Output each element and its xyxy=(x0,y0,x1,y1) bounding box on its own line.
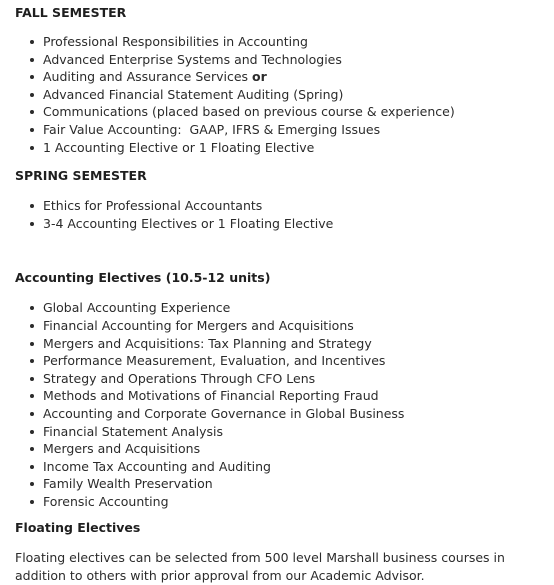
list-item xyxy=(15,370,554,388)
course-label: Global Accounting Experience xyxy=(43,300,231,316)
list-item xyxy=(15,33,554,51)
list-item xyxy=(15,197,554,215)
list-item xyxy=(15,352,554,370)
list-item xyxy=(15,86,554,104)
fall-semester-heading: FALL SEMESTER xyxy=(15,5,127,20)
spring-semester-heading: SPRING SEMESTER xyxy=(15,168,147,184)
course-label: Forensic Accounting xyxy=(43,493,169,509)
spring-course-list xyxy=(15,197,554,232)
course-label: Financial Accounting for Mergers and Acquisitions xyxy=(43,317,354,333)
list-item xyxy=(15,139,554,157)
list-item xyxy=(15,493,554,511)
course-label: Family Wealth Preservation xyxy=(43,476,213,492)
list-item xyxy=(15,458,554,476)
list-item xyxy=(15,121,554,139)
list-item xyxy=(15,317,554,335)
fall-course-list xyxy=(15,33,554,156)
list-item xyxy=(15,215,554,233)
list-item xyxy=(15,387,554,405)
accounting-electives-heading: Accounting Electives (10.5-12 units) xyxy=(15,270,271,286)
list-item xyxy=(15,405,554,423)
floating-electives-description: Floating electives can be selected from 500 level Marshall business courses in addition to others with prior approval from our Academic Advisor. xyxy=(15,550,505,584)
or-emphasis: or xyxy=(252,69,267,85)
course-label: 3-4 Accounting Electives or 1 Floating Elective xyxy=(43,215,334,231)
list-item xyxy=(15,103,554,121)
course-label: Professional Responsibilities in Accounting xyxy=(43,34,308,49)
course-label: Advanced Enterprise Systems and Technologies xyxy=(43,51,342,67)
course-label: Fair Value Accounting: GAAP, IFRS & Emerging Issues xyxy=(43,121,381,137)
course-label: Mergers and Acquisitions: Tax Planning and Strategy xyxy=(43,335,372,351)
list-item xyxy=(15,440,554,458)
course-label: Auditing and Assurance Services xyxy=(43,69,249,85)
course-label: 1 Accounting Elective or 1 Floating Elective xyxy=(43,139,315,155)
course-label: Advanced Financial Statement Auditing (Spring) xyxy=(43,86,344,102)
course-label: Strategy and Operations Through CFO Lens xyxy=(43,370,316,386)
course-label: Accounting and Corporate Governance in Global Business xyxy=(43,405,405,421)
course-label: Ethics for Professional Accountants xyxy=(43,198,263,214)
course-label: Income Tax Accounting and Auditing xyxy=(43,458,271,474)
floating-electives-heading: Floating Electives xyxy=(15,520,141,536)
course-label: Financial Statement Analysis xyxy=(43,423,223,439)
course-label: Mergers and Acquisitions xyxy=(43,441,201,457)
list-item xyxy=(15,335,554,353)
list-item xyxy=(15,299,554,317)
list-item xyxy=(15,475,554,493)
list-item xyxy=(15,51,554,69)
accounting-electives-list xyxy=(15,299,554,510)
course-label: Communications (placed based on previous course & experience) xyxy=(43,104,455,120)
course-label: Performance Measurement, Evaluation, and Incentives xyxy=(43,353,386,369)
list-item xyxy=(15,423,554,441)
list-item xyxy=(15,68,554,86)
course-label: Methods and Motivations of Financial Reporting Fraud xyxy=(43,388,379,404)
